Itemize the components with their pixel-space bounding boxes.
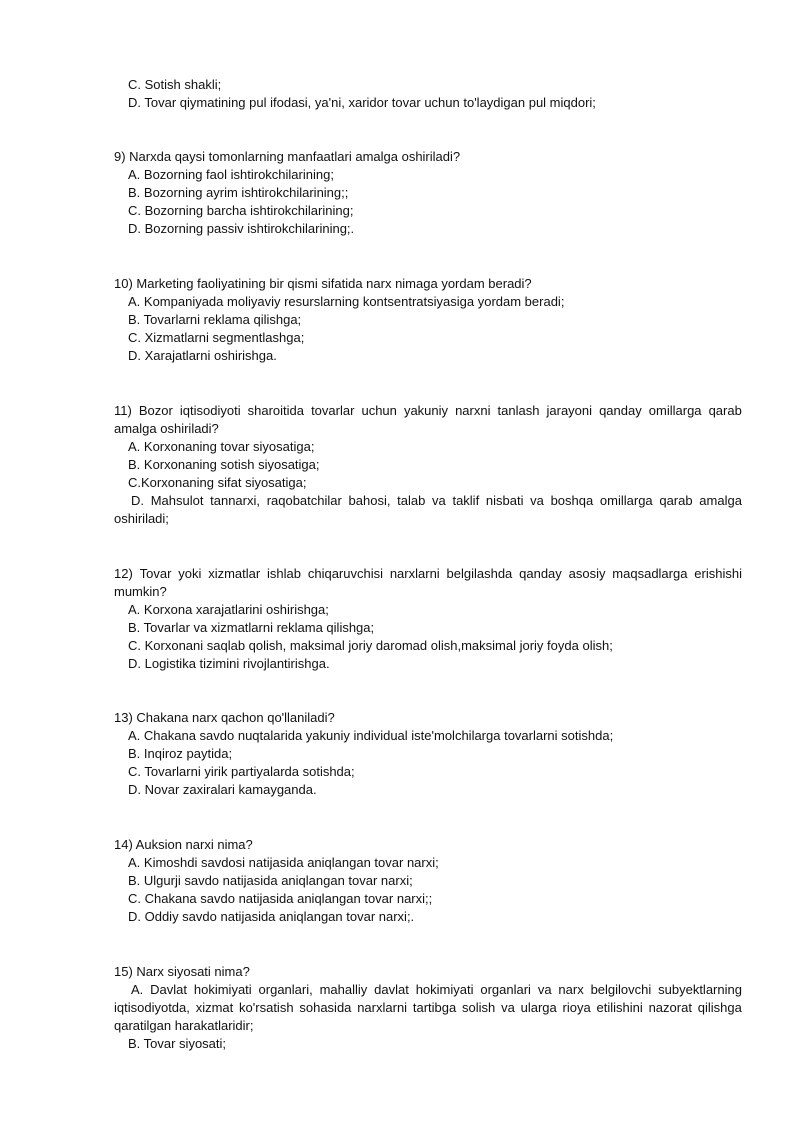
question-11: 11) Bozor iqtisodiyoti sharoitida tovarlar uchun yakuniy narxni tanlash jarayoni qanday omillarga qarab bbox=[114, 403, 742, 418]
answer-option: A. Korxonaning tovar siyosatiga; bbox=[128, 439, 315, 454]
answer-option: C. Bozorning barcha ishtirokchilarining; bbox=[128, 203, 354, 218]
question-9: 9) Narxda qaysi tomonlarning manfaatlari amalga oshiriladi? bbox=[114, 149, 461, 164]
question-13: 13) Chakana narx qachon qo'llaniladi? bbox=[114, 710, 335, 725]
answer-option: D. Mahsulot tannarxi, raqobatchilar bahosi, talab va taklif nisbati va boshqa omillarga qarab amalga bbox=[131, 493, 742, 508]
question-12: 12) Tovar yoki xizmatlar ishlab chiqaruvchisi narxlarni belgilashda qanday asosiy maqsadlarga erishishi bbox=[114, 566, 742, 581]
answer-option: D. Xarajatlarni oshirishga. bbox=[128, 348, 277, 363]
question-11-continued: amalga oshiriladi? bbox=[114, 421, 219, 436]
answer-option: B. Inqiroz paytida; bbox=[128, 746, 233, 761]
question-12-continued: mumkin? bbox=[114, 584, 167, 599]
answer-option: C. Chakana savdo natijasida aniqlangan tovar narxi;; bbox=[128, 891, 433, 906]
answer-option: C. Sotish shakli; bbox=[128, 77, 222, 92]
answer-option-continued: iqtisodiyotda, xizmat ko'rsatish sohasida narxlarni tartibga solish va ularga rioya etilishini nazorat qilishga bbox=[114, 1000, 742, 1015]
answer-option: B. Tovarlarni reklama qilishga; bbox=[128, 312, 302, 327]
question-15: 15) Narx siyosati nima? bbox=[114, 964, 250, 979]
answer-option: D. Tovar qiymatining pul ifodasi, ya'ni, xaridor tovar uchun to'laydigan pul miqdori; bbox=[128, 95, 596, 110]
answer-option: B. Ulgurji savdo natijasida aniqlangan tovar narxi; bbox=[128, 873, 413, 888]
answer-option: C.Korxonaning sifat siyosatiga; bbox=[128, 475, 307, 490]
answer-option-continued: qaratilgan harakatlaridir; bbox=[114, 1018, 254, 1033]
answer-option: C. Korxonani saqlab qolish, maksimal joriy daromad olish,maksimal joriy foyda olish; bbox=[128, 638, 613, 653]
answer-option: A. Kompaniyada moliyaviy resurslarning kontsentratsiyasiga yordam beradi; bbox=[128, 294, 565, 309]
answer-option: B. Bozorning ayrim ishtirokchilarining;; bbox=[128, 185, 349, 200]
answer-option: D. Novar zaxiralari kamayganda. bbox=[128, 782, 317, 797]
answer-option: B. Tovar siyosati; bbox=[128, 1036, 227, 1051]
answer-option: D. Bozorning passiv ishtirokchilarining;. bbox=[128, 221, 355, 236]
question-14: 14) Auksion narxi nima? bbox=[114, 837, 253, 852]
answer-option: A. Korxona xarajatlarini oshirishga; bbox=[128, 602, 329, 617]
answer-option-continued: oshiriladi; bbox=[114, 511, 169, 526]
answer-option: D. Logistika tizimini rivojlantirishga. bbox=[128, 656, 330, 671]
answer-option: A. Chakana savdo nuqtalarida yakuniy individual iste'molchilarga tovarlarni sotishda; bbox=[128, 728, 614, 743]
answer-option: A. Bozorning faol ishtirokchilarining; bbox=[128, 167, 334, 182]
question-10: 10) Marketing faoliyatining bir qismi sifatida narx nimaga yordam beradi? bbox=[114, 276, 532, 291]
answer-option: C. Xizmatlarni segmentlashga; bbox=[128, 330, 305, 345]
answer-option: B. Korxonaning sotish siyosatiga; bbox=[128, 457, 320, 472]
answer-option: A. Davlat hokimiyati organlari, mahalliy davlat hokimiyati organlari va narx belgilovchi subyektlarning bbox=[131, 982, 742, 997]
answer-option: D. Oddiy savdo natijasida aniqlangan tovar narxi;. bbox=[128, 909, 415, 924]
answer-option: C. Tovarlarni yirik partiyalarda sotishda; bbox=[128, 764, 355, 779]
answer-option: A. Kimoshdi savdosi natijasida aniqlangan tovar narxi; bbox=[128, 855, 439, 870]
answer-option: B. Tovarlar va xizmatlarni reklama qilishga; bbox=[128, 620, 375, 635]
